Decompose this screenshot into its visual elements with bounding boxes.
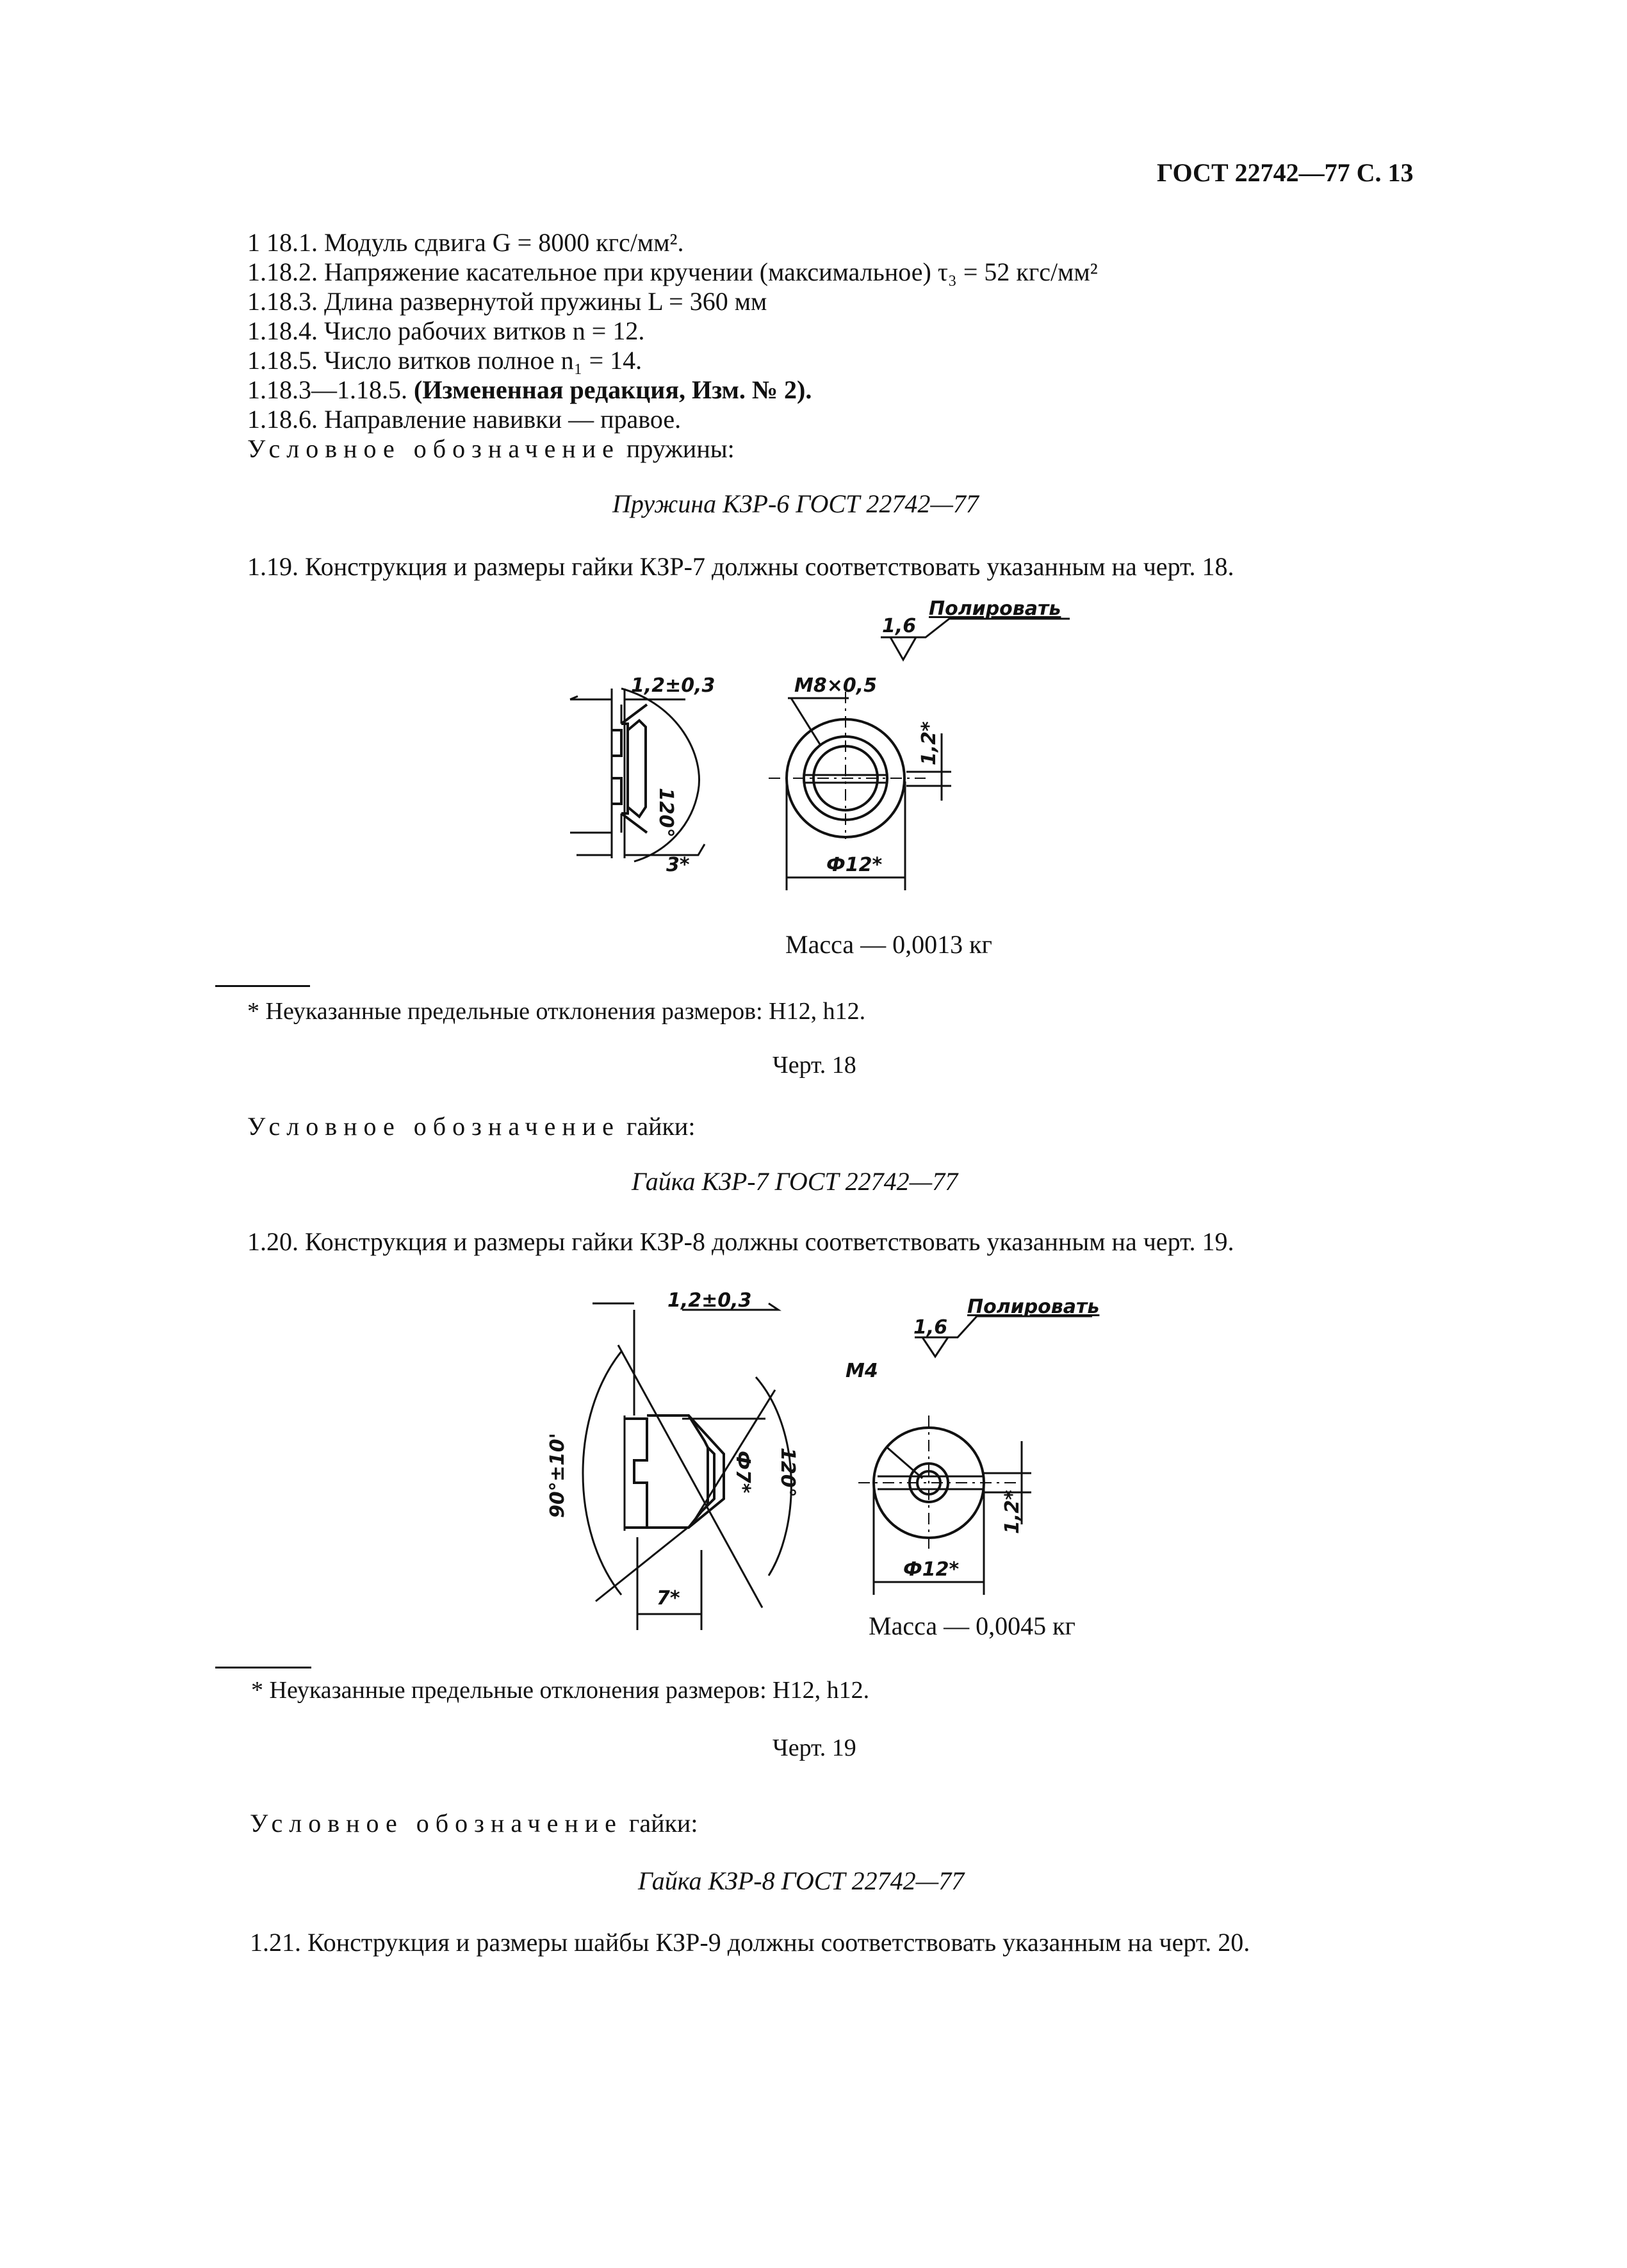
svg-text:120°: 120° [776,1448,799,1497]
svg-text:120°: 120° [655,788,677,838]
caption-19: Черт. 19 [773,1734,856,1761]
drawing-18 [557,596,1083,903]
designation-label-nut-2: Условное обозначение гайки: [250,1809,698,1838]
svg-text:1,2±0,3: 1,2±0,3 [667,1289,752,1312]
svg-text:Ф12*: Ф12* [903,1558,960,1581]
caption-18: Черт. 18 [773,1052,856,1079]
mass-19: Масса — 0,0045 кг [869,1611,1075,1640]
designation-spring: Пружина КЗР-6 ГОСТ 22742—77 [612,489,979,518]
list-item: 1.18.5. Число витков полное n₁ = 14. [247,346,642,375]
list-item: 1.18.6. Направление навивки — правое. [247,405,682,434]
list-item: 1.18.3. Длина развернутой пружины L = 360 мм [247,287,767,316]
svg-text:Полировать: Полировать [929,598,1061,620]
svg-text:1,6: 1,6 [913,1316,948,1339]
svg-text:Ф7*: Ф7* [732,1451,754,1494]
footnote-rule [215,985,310,987]
svg-text:7*: 7* [657,1587,680,1610]
drawing-19 [532,1281,1121,1640]
svg-text:90°±10': 90°±10' [546,1433,569,1518]
svg-text:1,2±0,3: 1,2±0,3 [631,674,715,697]
designation-label-nut-1: Условное обозначение гайки: [247,1112,696,1141]
svg-text:Ф12*: Ф12* [826,854,883,876]
list-item: 1.18.4. Число рабочих витков n = 12. [247,316,645,345]
svg-text:1,2*: 1,2* [1001,1490,1024,1534]
footnote-18: * Неуказанные предельные отклонения размеров: Н12, h12. [247,998,866,1025]
list-item: 1.18.2. Напряжение касательное при кручении (максимальное) τ₃ = 52 кгс/мм² [247,257,1098,286]
mass-18: Масса — 0,0013 кг [785,930,992,959]
svg-text:Полировать: Полировать [967,1296,1100,1318]
designation-nut-2: Гайка КЗР-8 ГОСТ 22742—77 [638,1866,965,1895]
svg-text:М8×0,5: М8×0,5 [794,674,878,697]
designation-label-spring: Условное обозначение пружины: [247,434,735,463]
svg-text:1,2*: 1,2* [918,721,940,765]
list-item: 1.18.3—1.18.5. (Измененная редакция, Изм. № 2). [247,375,812,404]
footnote-rule [215,1667,311,1668]
designation-nut-1: Гайка КЗР-7 ГОСТ 22742—77 [632,1167,958,1196]
paragraph-1-19: 1.19. Конструкция и размеры гайки КЗР-7 должны соответствовать указанным на черт. 18. [247,552,1234,581]
svg-text:1,6: 1,6 [882,615,917,637]
footnote-19: * Неуказанные предельные отклонения размеров: Н12, h12. [251,1677,870,1704]
paragraph-1-20: 1.20. Конструкция и размеры гайки КЗР-8 должны соответствовать указанным на черт. 19. [247,1227,1234,1256]
svg-text:3*: 3* [666,854,690,876]
svg-text:М4: М4 [846,1360,878,1382]
page-header: ГОСТ 22742—77 С. 13 [1157,158,1414,187]
paragraph-1-21: 1.21. Конструкция и размеры шайбы КЗР-9 должны соответствовать указанным на черт. 20. [250,1928,1250,1957]
list-item: 1 18.1. Модуль сдвига G = 8000 кгс/мм². [247,228,684,257]
